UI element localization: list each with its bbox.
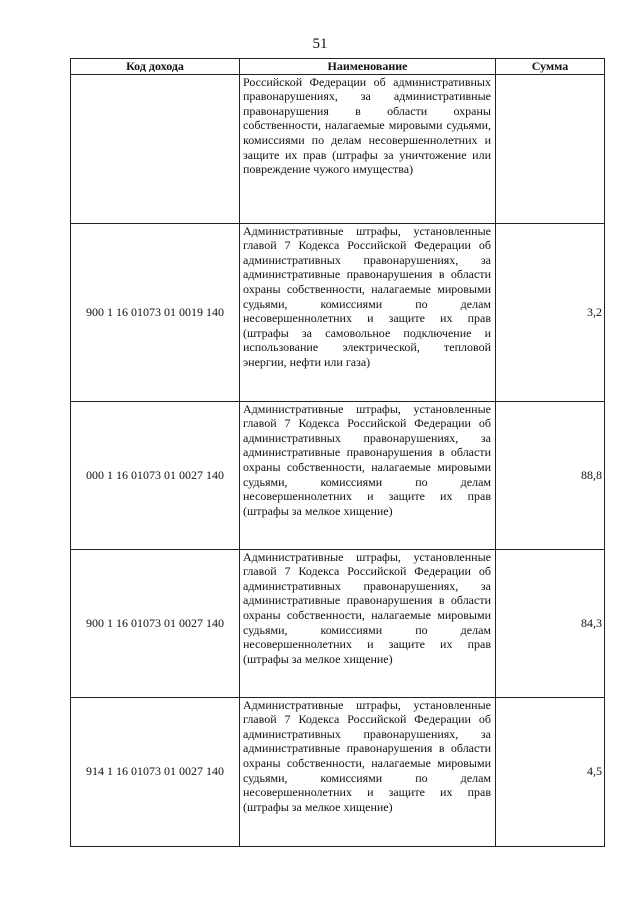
revenue-name: Административные штрафы, установленные главой 7 Кодекса Российской Федерации об административных правонарушениях, за административные правонарушения в области охраны собственности, налагаемые мировыми судьями, комиссиями по делам несовершеннолетних и защите их прав (штрафы за самовольное подключение и использование электрической, тепловой энергии, нефти или газа): [240, 223, 496, 401]
table-row: [71, 223, 605, 401]
revenue-amount: 88,8: [496, 401, 605, 549]
revenue-amount: 84,3: [496, 549, 605, 697]
table-row: [71, 401, 605, 549]
revenue-code: [71, 74, 240, 223]
table-header-row: [71, 59, 605, 75]
revenue-table: [70, 58, 605, 847]
revenue-code: 900 1 16 01073 01 0019 140: [71, 223, 240, 401]
header-amount: Сумма: [496, 59, 605, 75]
revenue-name: Российской Федерации об административных правонарушениях, за административные правонарушения в области охраны собственности, налагаемые мировыми судьями, комиссиями по делам несовершеннолетних и защите их прав (штрафы за уничтожение или повреждение чужого имущества): [240, 74, 496, 223]
revenue-code: 914 1 16 01073 01 0027 140: [71, 697, 240, 846]
revenue-code: 900 1 16 01073 01 0027 140: [71, 549, 240, 697]
revenue-amount: 3,2: [496, 223, 605, 401]
revenue-name: Административные штрафы, установленные главой 7 Кодекса Российской Федерации об административных правонарушениях, за административные правонарушения в области охраны собственности, налагаемые мировыми судьями, комиссиями по делам несовершеннолетних и защите их прав (штрафы за мелкое хищение): [240, 401, 496, 549]
table-row: [71, 74, 605, 223]
header-code: Код дохода: [71, 59, 240, 75]
revenue-amount: [496, 74, 605, 223]
revenue-name: Административные штрафы, установленные главой 7 Кодекса Российской Федерации об административных правонарушениях, за административные правонарушения в области охраны собственности, налагаемые мировыми судьями, комиссиями по делам несовершеннолетних и защите их прав (штрафы за мелкое хищение): [240, 697, 496, 846]
revenue-name: Административные штрафы, установленные главой 7 Кодекса Российской Федерации об административных правонарушениях, за административные правонарушения в области охраны собственности, налагаемые мировыми судьями, комиссиями по делам несовершеннолетних и защите их прав (штрафы за мелкое хищение): [240, 549, 496, 697]
revenue-code: 000 1 16 01073 01 0027 140: [71, 401, 240, 549]
page-number: 51: [312, 36, 328, 52]
header-name: Наименование: [240, 59, 496, 75]
table-row: [71, 697, 605, 846]
revenue-amount: 4,5: [496, 697, 605, 846]
table-row: [71, 549, 605, 697]
